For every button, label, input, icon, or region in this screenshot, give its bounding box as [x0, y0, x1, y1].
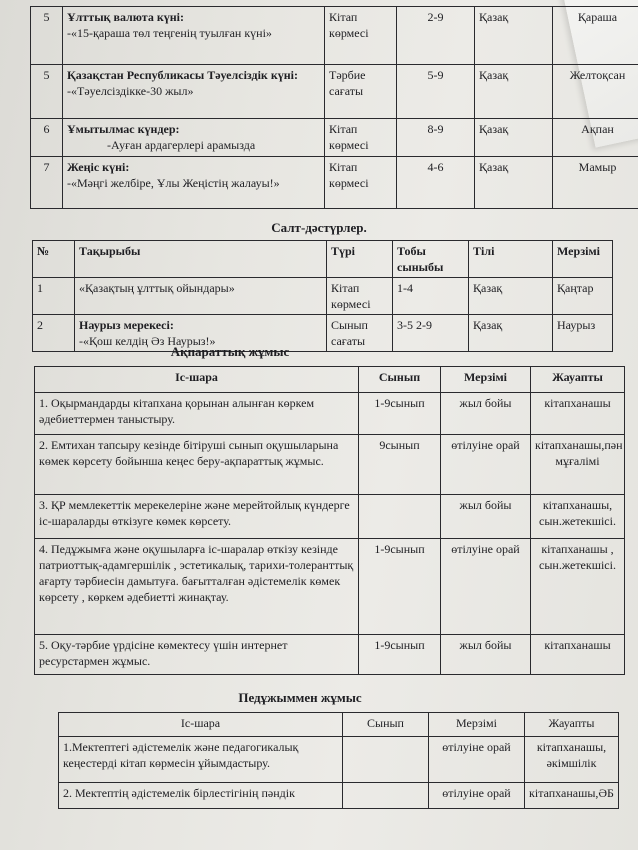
- event-type: Тәрбие сағаты: [325, 65, 397, 119]
- event-type: Кітап көрмесі: [325, 157, 397, 209]
- event-grade: 8-9: [397, 119, 475, 157]
- event-class: [343, 737, 429, 783]
- event-description: 3. ҚР мемлекеттік мерекелеріне және мерейтойлық күндерге іс-шараларды өткізуге көмек көрсету.: [35, 495, 359, 539]
- tradition-grade: 1-4: [393, 278, 469, 315]
- table-header-row: [35, 367, 625, 393]
- table-row: [35, 495, 625, 539]
- table-row: [31, 7, 638, 65]
- event-class: [343, 783, 429, 809]
- table-row: [35, 635, 625, 675]
- event-term: жыл бойы: [441, 635, 531, 675]
- event-responsible: кітапханашы, әкімшілік: [525, 737, 619, 783]
- event-class: [359, 495, 441, 539]
- staff-work-table: [58, 712, 619, 809]
- col-header-resp: Жауапты: [525, 713, 619, 737]
- col-header-lang: Тілі: [469, 241, 553, 278]
- event-description: 5. Оқу-тәрбие үрдісіне көмектесу үшін интернет ресурстармен жұмыс.: [35, 635, 359, 675]
- col-header-num: №: [33, 241, 75, 278]
- section-heading-traditions: Салт-дәстүрлер.: [271, 220, 367, 235]
- event-term: өтілуіне орай: [429, 737, 525, 783]
- topic-title: Ұлттық валюта күні:: [67, 10, 184, 24]
- event-term: өтілуіне орай: [441, 539, 531, 635]
- event-term: өтілуіне орай: [441, 435, 531, 495]
- tradition-language: Қазақ: [469, 278, 553, 315]
- row-number: 5: [31, 7, 63, 65]
- event-responsible: кітапханашы: [531, 393, 625, 435]
- tradition-topic: [75, 278, 327, 315]
- event-date: Қараша: [553, 7, 638, 65]
- event-class: 9сынып: [359, 435, 441, 495]
- topic-subtitle: -«Мәңгі желбіре, Ұлы Жеңістің жалауы!»: [67, 176, 280, 190]
- col-header-term: Мерзімі: [429, 713, 525, 737]
- topic-subtitle: -«Қош келдің Әз Наурыз!»: [79, 334, 216, 348]
- col-header-class: Сынып: [359, 367, 441, 393]
- topic-title: Наурыз мерекесі:: [79, 318, 174, 332]
- table-row: [31, 157, 638, 209]
- event-grade: 2-9: [397, 7, 475, 65]
- event-topic: [63, 119, 325, 157]
- event-class: 1-9сынып: [359, 539, 441, 635]
- row-number: 1: [33, 278, 75, 315]
- topic-title: Жеңіс күні:: [67, 160, 130, 174]
- table-row: [31, 119, 638, 157]
- event-responsible: кітапханашы,ӘБ: [525, 783, 619, 809]
- event-responsible: кітапханашы, сын.жетекшісі.: [531, 495, 625, 539]
- event-class: 1-9сынып: [359, 635, 441, 675]
- event-grade: 4-6: [397, 157, 475, 209]
- event-date: Ақпан: [553, 119, 638, 157]
- event-type: Кітап көрмесі: [325, 7, 397, 65]
- info-work-table: [34, 366, 625, 675]
- event-responsible: кітапханашы: [531, 635, 625, 675]
- event-topic: [63, 65, 325, 119]
- event-grade: 5-9: [397, 65, 475, 119]
- col-header-resp: Жауапты: [531, 367, 625, 393]
- events-table: [30, 6, 638, 209]
- table-header-row: [59, 713, 619, 737]
- event-language: Қазақ: [475, 119, 553, 157]
- event-language: Қазақ: [475, 65, 553, 119]
- topic-subtitle: -«Тәуелсіздікке-30 жыл»: [67, 84, 194, 98]
- event-term: жыл бойы: [441, 393, 531, 435]
- col-header-class: Сынып: [343, 713, 429, 737]
- tradition-grade: 3-5 2-9: [393, 315, 469, 352]
- col-header-event: Іс-шара: [35, 367, 359, 393]
- col-header-type: Түрі: [327, 241, 393, 278]
- traditions-table: [32, 240, 613, 352]
- topic-title: Қазақстан Республикасы Тәуелсіздік күні:: [67, 68, 298, 82]
- event-date: Желтоқсан: [553, 65, 638, 119]
- row-number: 5: [31, 65, 63, 119]
- table-header-row: [33, 241, 613, 278]
- event-class: 1-9сынып: [359, 393, 441, 435]
- event-responsible: кітапханашы , сын.жетекшісі.: [531, 539, 625, 635]
- tradition-date: Қаңтар: [553, 278, 613, 315]
- section-heading-info-work: Ақпараттық жұмыс: [170, 344, 290, 359]
- event-language: Қазақ: [475, 157, 553, 209]
- event-responsible: кітапханашы,пән мұғалімі: [531, 435, 625, 495]
- event-description: 1.Мектептегі әдістемелік және педагогикалық кеңестерді кітап көрмесін ұйымдастыру.: [59, 737, 343, 783]
- topic-subtitle: -Ауған ардагерлері арамызда: [107, 138, 256, 152]
- tradition-type: Кітап көрмесі: [327, 278, 393, 315]
- col-header-event: Іс-шара: [59, 713, 343, 737]
- row-number: 6: [31, 119, 63, 157]
- table-row: [59, 737, 619, 783]
- event-term: жыл бойы: [441, 495, 531, 539]
- event-date: Мамыр: [553, 157, 638, 209]
- table-row: [35, 539, 625, 635]
- tradition-date: Наурыз: [553, 315, 613, 352]
- row-number: 2: [33, 315, 75, 352]
- event-topic: [63, 157, 325, 209]
- table-row: [35, 393, 625, 435]
- event-description: 2. Емтихан тапсыру кезінде бітіруші сынып оқушыларына көмек көрсету бойынша кеңес беру-ақпараттық жұмыс.: [35, 435, 359, 495]
- tradition-language: Қазақ: [469, 315, 553, 352]
- event-term: өтілуіне орай: [429, 783, 525, 809]
- event-type: Кітап көрмесі: [325, 119, 397, 157]
- topic-title: Ұмытылмас күндер:: [67, 122, 180, 136]
- topic-subtitle: -«15-қараша төл теңгенің туылған күні»: [67, 26, 272, 40]
- col-header-topic: Тақырыбы: [75, 241, 327, 278]
- table-row: [33, 278, 613, 315]
- table-row: [35, 435, 625, 495]
- table-row: [31, 65, 638, 119]
- event-description: 4. Педұжымға және оқушыларға іс-шаралар өткізу кезінде патриоттық-адамгершілік , эстетикалық, тарихи-толеранттық ағарту тәрбиесін дамытуға. бағытталған әдістемелік көмек көрсету , көркем әдебиетті жинақтау.: [35, 539, 359, 635]
- event-language: Қазақ: [475, 7, 553, 65]
- row-number: 7: [31, 157, 63, 209]
- table-row: [59, 783, 619, 809]
- col-header-date: Мерзімі: [553, 241, 613, 278]
- topic-subtitle: «Қазақтың ұлттық ойындары»: [79, 281, 235, 295]
- col-header-grade: Тобы сыныбы: [393, 241, 469, 278]
- tradition-type: Сынып сағаты: [327, 315, 393, 352]
- event-description: 1. Оқырмандарды кітапхана қорынан алынған көркем әдебиеттермен таныстыру.: [35, 393, 359, 435]
- event-description: 2. Мектептің әдістемелік бірлестігінің пәндік: [59, 783, 343, 809]
- col-header-term: Мерзімі: [441, 367, 531, 393]
- section-heading-staff-work: Педұжыммен жұмыс: [238, 690, 362, 705]
- event-topic: [63, 7, 325, 65]
